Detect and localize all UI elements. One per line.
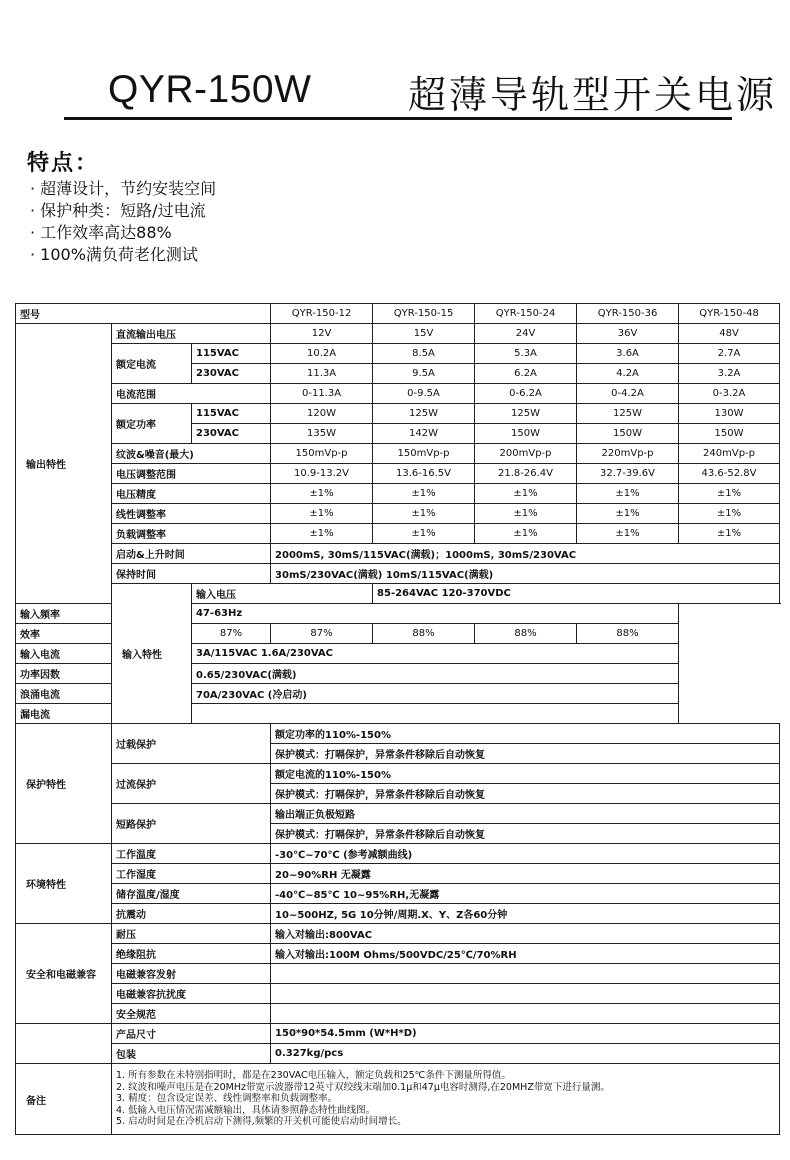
sub-row-label: 115VAC [192,344,271,364]
table-cell: 0.327kg/pcs [271,1044,780,1064]
table-row [16,844,780,864]
row-label: 耐压 [112,924,271,944]
table-cell: 10~500HZ, 5G 10分钟/周期.X、Y、Z各60分钟 [271,904,780,924]
row-label: 电压调整范围 [112,464,271,484]
table-cell: 142W [373,424,475,444]
row-label: 过载保护 [112,724,271,764]
row-label: 输入电压 [192,584,373,604]
table-cell: 150mVp-p [271,444,373,464]
table-row [16,504,780,524]
table-cell [271,1004,780,1024]
table-cell: 85-264VAC 120-370VDC [373,584,780,604]
row-label: 电磁兼容抗扰度 [112,984,271,1004]
table-cell: 0-9.5A [373,384,475,404]
table-row [16,1044,780,1064]
row-label: 产品尺寸 [112,1024,271,1044]
category-output: 输出特性 [16,324,112,604]
table-cell: 6.2A [475,364,577,384]
table-cell: ±1% [577,484,679,504]
table-cell: 47-63Hz [192,604,679,624]
product-model-title: QYR-150W [108,68,312,111]
table-cell: 32.7-39.6V [577,464,679,484]
model-column-header: QYR-150-12 [271,304,373,324]
table-cell: ±1% [373,504,475,524]
table-row [16,944,780,964]
table-cell: ±1% [475,484,577,504]
table-cell: 输入对输出:100M Ohms/500VDC/25℃/70%RH [271,944,780,964]
table-cell: ±1% [577,524,679,544]
spec-table [15,303,780,1135]
row-label: 启动&上升时间 [112,544,271,564]
table-cell: 输出端正负极短路 [271,804,780,824]
table-cell: 88% [577,624,679,644]
table-row [16,924,780,944]
category-other [16,1024,112,1064]
table-row [16,1004,780,1024]
row-label: 直流输出电压 [112,324,271,344]
table-header-row [16,304,780,324]
table-row [16,444,780,464]
table-row [16,764,780,784]
table-cell: ±1% [679,524,780,544]
feature-item: · 超薄设计，节约安装空间 [30,178,216,200]
model-column-header: QYR-150-15 [373,304,475,324]
table-cell: 5.3A [475,344,577,364]
category-notes: 备注 [16,1064,112,1135]
table-row [16,524,780,544]
table-cell [192,704,679,724]
model-column-header: QYR-150-48 [679,304,780,324]
row-label: 保持时间 [112,564,271,584]
row-label: 抗震动 [112,904,271,924]
table-cell: ±1% [475,524,577,544]
table-cell: 87% [271,624,373,644]
table-cell: 30mS/230VAC(满载) 10mS/115VAC(满载) [271,564,780,584]
table-cell: 0-4.2A [577,384,679,404]
table-cell: 11.3A [271,364,373,384]
table-cell: ±1% [679,504,780,524]
row-label: 电磁兼容发射 [112,964,271,984]
features-list [30,178,216,266]
table-row [16,404,780,424]
table-row [16,704,780,724]
title-divider [64,117,732,120]
table-cell: ±1% [271,524,373,544]
table-cell: 0-6.2A [475,384,577,404]
row-label: 功率因数 [16,664,192,684]
note-item: 3. 精度：包含设定误差、线性调整率和负载调整率。 [116,1093,338,1105]
table-row [16,1024,780,1044]
model-column-header: QYR-150-24 [475,304,577,324]
table-cell [271,964,780,984]
table-row [16,664,780,684]
category-input: 输入特性 [112,584,192,724]
category-environment: 环境特性 [16,844,112,924]
row-label: 输入频率 [16,604,192,624]
row-label: 漏电流 [16,704,192,724]
table-cell: 10.2A [271,344,373,364]
table-cell: 24V [475,324,577,344]
table-row [16,804,780,824]
table-cell: ±1% [271,504,373,524]
row-label: 绝缘阻抗 [112,944,271,964]
row-label: 浪涌电流 [16,684,192,704]
table-row [16,884,780,904]
table-row [16,384,780,404]
table-cell: 2.7A [679,344,780,364]
table-cell: 额定电流的110%-150% [271,764,780,784]
table-cell: 3.6A [577,344,679,364]
table-cell: 21.8-26.4V [475,464,577,484]
table-row [16,684,780,704]
table-cell: 2000mS, 30mS/115VAC(满载)；1000mS, 30mS/230VAC [271,544,780,564]
table-cell: 0.65/230VAC(满载) [192,664,679,684]
table-cell: 220mVp-p [577,444,679,464]
table-cell: 150*90*54.5mm (W*H*D) [271,1024,780,1044]
table-cell: 8.5A [373,344,475,364]
table-row [16,984,780,1004]
feature-item: · 工作效率高达88% [30,222,216,244]
table-cell: 9.5A [373,364,475,384]
table-cell: 36V [577,324,679,344]
table-row [16,324,780,344]
sub-row-label: 230VAC [192,364,271,384]
table-cell: 13.6-16.5V [373,464,475,484]
table-cell: 0-11.3A [271,384,373,404]
table-cell: 150W [679,424,780,444]
table-cell: 0-3.2A [679,384,780,404]
table-cell: 150W [577,424,679,444]
sub-row-label: 230VAC [192,424,271,444]
table-row [16,464,780,484]
table-row [16,484,780,504]
table-row [16,904,780,924]
notes-cell [112,1064,780,1135]
row-label: 工作湿度 [112,864,271,884]
table-cell: 3.2A [679,364,780,384]
row-label: 安全规范 [112,1004,271,1024]
row-label: 输入电流 [16,644,192,664]
table-cell: 4.2A [577,364,679,384]
row-label: 电压精度 [112,484,271,504]
table-cell: 88% [373,624,475,644]
table-cell: 125W [577,404,679,424]
table-row [16,564,780,584]
row-label: 过流保护 [112,764,271,804]
table-cell: 保护模式：打嗝保护，异常条件移除后自动恢复 [271,824,780,844]
table-cell: ±1% [373,484,475,504]
features-heading: 特点： [27,151,100,176]
table-cell: 43.6-52.8V [679,464,780,484]
table-cell [271,984,780,1004]
table-row [16,604,780,624]
sub-row-label: 115VAC [192,404,271,424]
table-cell: 15V [373,324,475,344]
table-row [16,544,780,564]
category-protection: 保护特性 [16,724,112,844]
table-cell: 3A/115VAC 1.6A/230VAC [192,644,679,664]
table-cell: 125W [475,404,577,424]
note-item: 5. 启动时间是在冷机启动下测得,频繁的开关机可能使启动时间增长。 [116,1116,407,1128]
table-row [16,964,780,984]
table-cell: 240mVp-p [679,444,780,464]
table-row [16,864,780,884]
table-cell: 20~90%RH 无凝露 [271,864,780,884]
row-label: 包装 [112,1044,271,1064]
table-cell: 70A/230VAC (冷启动) [192,684,679,704]
table-cell: 200mVp-p [475,444,577,464]
table-cell: 额定功率的110%-150% [271,724,780,744]
category-safety: 安全和电磁兼容 [16,924,112,1024]
table-cell: ±1% [475,504,577,524]
table-cell: ±1% [271,484,373,504]
product-name-title: 超薄导轨型开关电源 [408,73,778,117]
table-cell: ±1% [373,524,475,544]
row-label: 额定电流 [112,344,192,384]
table-cell: 87% [192,624,271,644]
table-cell: ±1% [577,504,679,524]
row-label: 纹波&噪音(最大) [112,444,271,464]
table-cell: 10.9-13.2V [271,464,373,484]
table-row [16,624,780,644]
row-label: 工作温度 [112,844,271,864]
note-item: 1. 所有参数在未特别指明时，都是在230VAC电压输入，额定负载和25℃条件下测量所得值。 [116,1070,511,1082]
table-cell: 保护模式：打嗝保护，异常条件移除后自动恢复 [271,784,780,804]
table-cell: 135W [271,424,373,444]
table-cell: 130W [679,404,780,424]
table-cell: -40℃~85℃ 10~95%RH,无凝露 [271,884,780,904]
row-label: 电流范围 [112,384,271,404]
row-label: 额定功率 [112,404,192,444]
feature-item: · 保护种类：短路/过电流 [30,200,216,222]
row-label: 负载调整率 [112,524,271,544]
row-label: 线性调整率 [112,504,271,524]
table-cell: 48V [679,324,780,344]
table-row [16,344,780,364]
table-cell: 保护模式：打嗝保护，异常条件移除后自动恢复 [271,744,780,764]
model-header-label: 型号 [16,304,271,324]
table-cell: 125W [373,404,475,424]
row-label: 效率 [16,624,192,644]
table-cell: 120W [271,404,373,424]
note-item: 2. 纹波和噪声电压是在20MHz带宽示波器带12英寸双绞线末端加0.1μ和47μ电容时测得,在20MHZ带宽下进行量测。 [116,1081,610,1093]
table-cell: -30℃~70℃ (参考减额曲线) [271,844,780,864]
table-cell: 88% [475,624,577,644]
table-cell: 150W [475,424,577,444]
table-cell: 12V [271,324,373,344]
notes-row [16,1064,780,1135]
note-item: 4. 低输入电压情况需减额输出，具体请参照静态特性曲线图。 [116,1104,376,1116]
feature-item: · 100%满负荷老化测试 [30,244,216,266]
row-label: 短路保护 [112,804,271,844]
table-cell: 150mVp-p [373,444,475,464]
table-row [16,584,780,604]
model-column-header: QYR-150-36 [577,304,679,324]
table-row [16,724,780,744]
table-cell: ±1% [679,484,780,504]
row-label: 储存温度/湿度 [112,884,271,904]
table-cell: 输入对输出:800VAC [271,924,780,944]
